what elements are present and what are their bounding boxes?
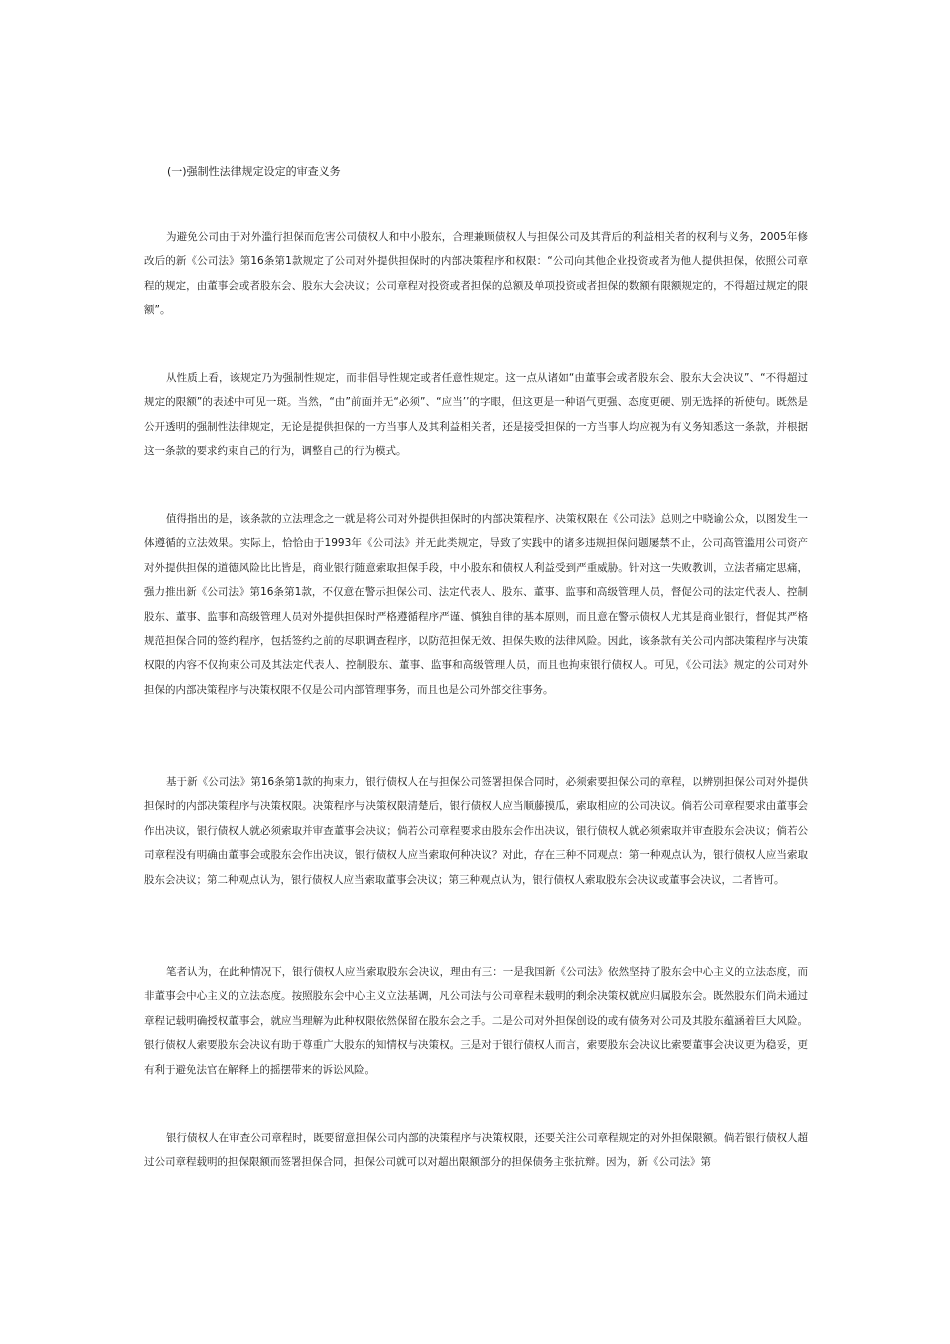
section-heading: (一)强制性法律规定设定的审查义务 [167, 165, 341, 178]
paragraph-5: 笔者认为，在此种情况下，银行债权人应当索取股东会决议，理由有三：一是我国新《公司法》依然坚持了股东会中心主义的立法态度，而非董事会中心主义的立法态度。按照股东会中心主义立法基调，凡公司法与公司章程未载明的剩余决策权就应归属股东会。既然股东们尚未通过章程记载明确授权董事会，就应当理解为此种权限依然保留在股东会之手。二是公司对外担保创设的或有债务对公司及其股东蕴涵着巨大风险。银行债权人索要股东会决议有助于尊重广大股东的知情权与决策权。三是对于银行债权人而言，索要股东会决议比索要董事会决议更为稳妥，更有利于避免法官在解释上的摇摆带来的诉讼风险。 [144, 966, 808, 1076]
paragraph-1: 为避免公司由于对外滥行担保而危害公司债权人和中小股东，合理兼顾债权人与担保公司及其背后的利益相关者的权利与义务，2005年修改后的新《公司法》第16条第1款规定了公司对外提供担保时的内部决策程序和权限：“公司向其他企业投资或者为他人提供担保，依照公司章程的规定，由董事会或者股东会、股东大会决议；公司章程对投资或者担保的总额及单项投资或者担保的数额有限额规定的，不得超过规定的限额”。 [144, 231, 808, 317]
paragraph-6: 银行债权人在审查公司章程时，既要留意担保公司内部的决策程序与决策权限，还要关注公司章程规定的对外担保限额。倘若银行债权人超过公司章程载明的担保限额而签署担保合同，担保公司就可以对超出限额部分的担保债务主张抗辩。因为，新《公司法》第 [144, 1132, 808, 1169]
paragraph-4: 基于新《公司法》第16条第1款的拘束力，银行债权人在与担保公司签署担保合同时，必须索要担保公司的章程，以辨别担保公司对外提供担保时的内部决策程序与决策权限。决策程序与决策权限清楚后，银行债权人应当顺藤摸瓜，索取相应的公司决议。倘若公司章程要求由董事会作出决议，银行债权人就必须索取并审查董事会决议；倘若公司章程要求由股东会作出决议，银行债权人就必须索取并审查股东会决议；倘若公司章程没有明确由董事会或股东会作出决议，银行债权人应当索取何种决议？对此，存在三种不同观点：第一种观点认为，银行债权人应当索取股东会决议；第二种观点认为，银行债权人应当索取董事会决议；第三种观点认为，银行债权人索取股东会决议或董事会决议，二者皆可。 [144, 776, 808, 886]
paragraph-2: 从性质上看，该规定乃为强制性规定，而非倡导性规定或者任意性规定。这一点从诸如“由董事会或者股东会、股东大会决议”、“不得超过规定的限额”的表述中可见一斑。当然，“由”前面并无“必须”、“应当’’的字眼，但这更是一种语气更强、态度更硬、别无选择的祈使句。既然是公开透明的强制性法律规定，无论是提供担保的一方当事人及其利益相关者，还是接受担保的一方当事人均应视为有义务知悉这一条款，并根据这一条款的要求约束自己的行为，调整自己的行为模式。 [144, 372, 808, 458]
paragraph-3: 值得指出的是，该条款的立法理念之一就是将公司对外提供担保时的内部决策程序、决策权限在《公司法》总则之中晓谕公众，以图发生一体遵循的立法效果。实际上，恰恰由于1993年《公司法》并无此类规定，导致了实践中的诸多违规担保问题屡禁不止，公司高管滥用公司资产对外提供担保的道德风险比比皆是，商业银行随意索取担保手段，中小股东和债权人利益受到严重威胁。针对这一失败教训，立法者痛定思痛，强力推出新《公司法》第16条第1款，不仅意在警示担保公司、法定代表人、股东、董事、监事和高级管理人员，督促公司的法定代表人、控制股东、董事、监事和高级管理人员对外提供担保时严格遵循程序严谨、慎独自律的基本原则，而且意在警示债权人尤其是商业银行，督促其严格规范担保合同的签约程序，包括签约之前的尽职调查程序，以防范担保无效、担保失败的法律风险。因此，该条款有关公司内部决策程序与决策权限的内容不仅拘束公司及其法定代表人、控制股东、董事、监事和高级管理人员，而且也拘束银行债权人。可见，《公司法》规定的公司对外担保的内部决策程序与决策权限不仅是公司内部管理事务，而且也是公司外部交往事务。 [144, 513, 808, 696]
